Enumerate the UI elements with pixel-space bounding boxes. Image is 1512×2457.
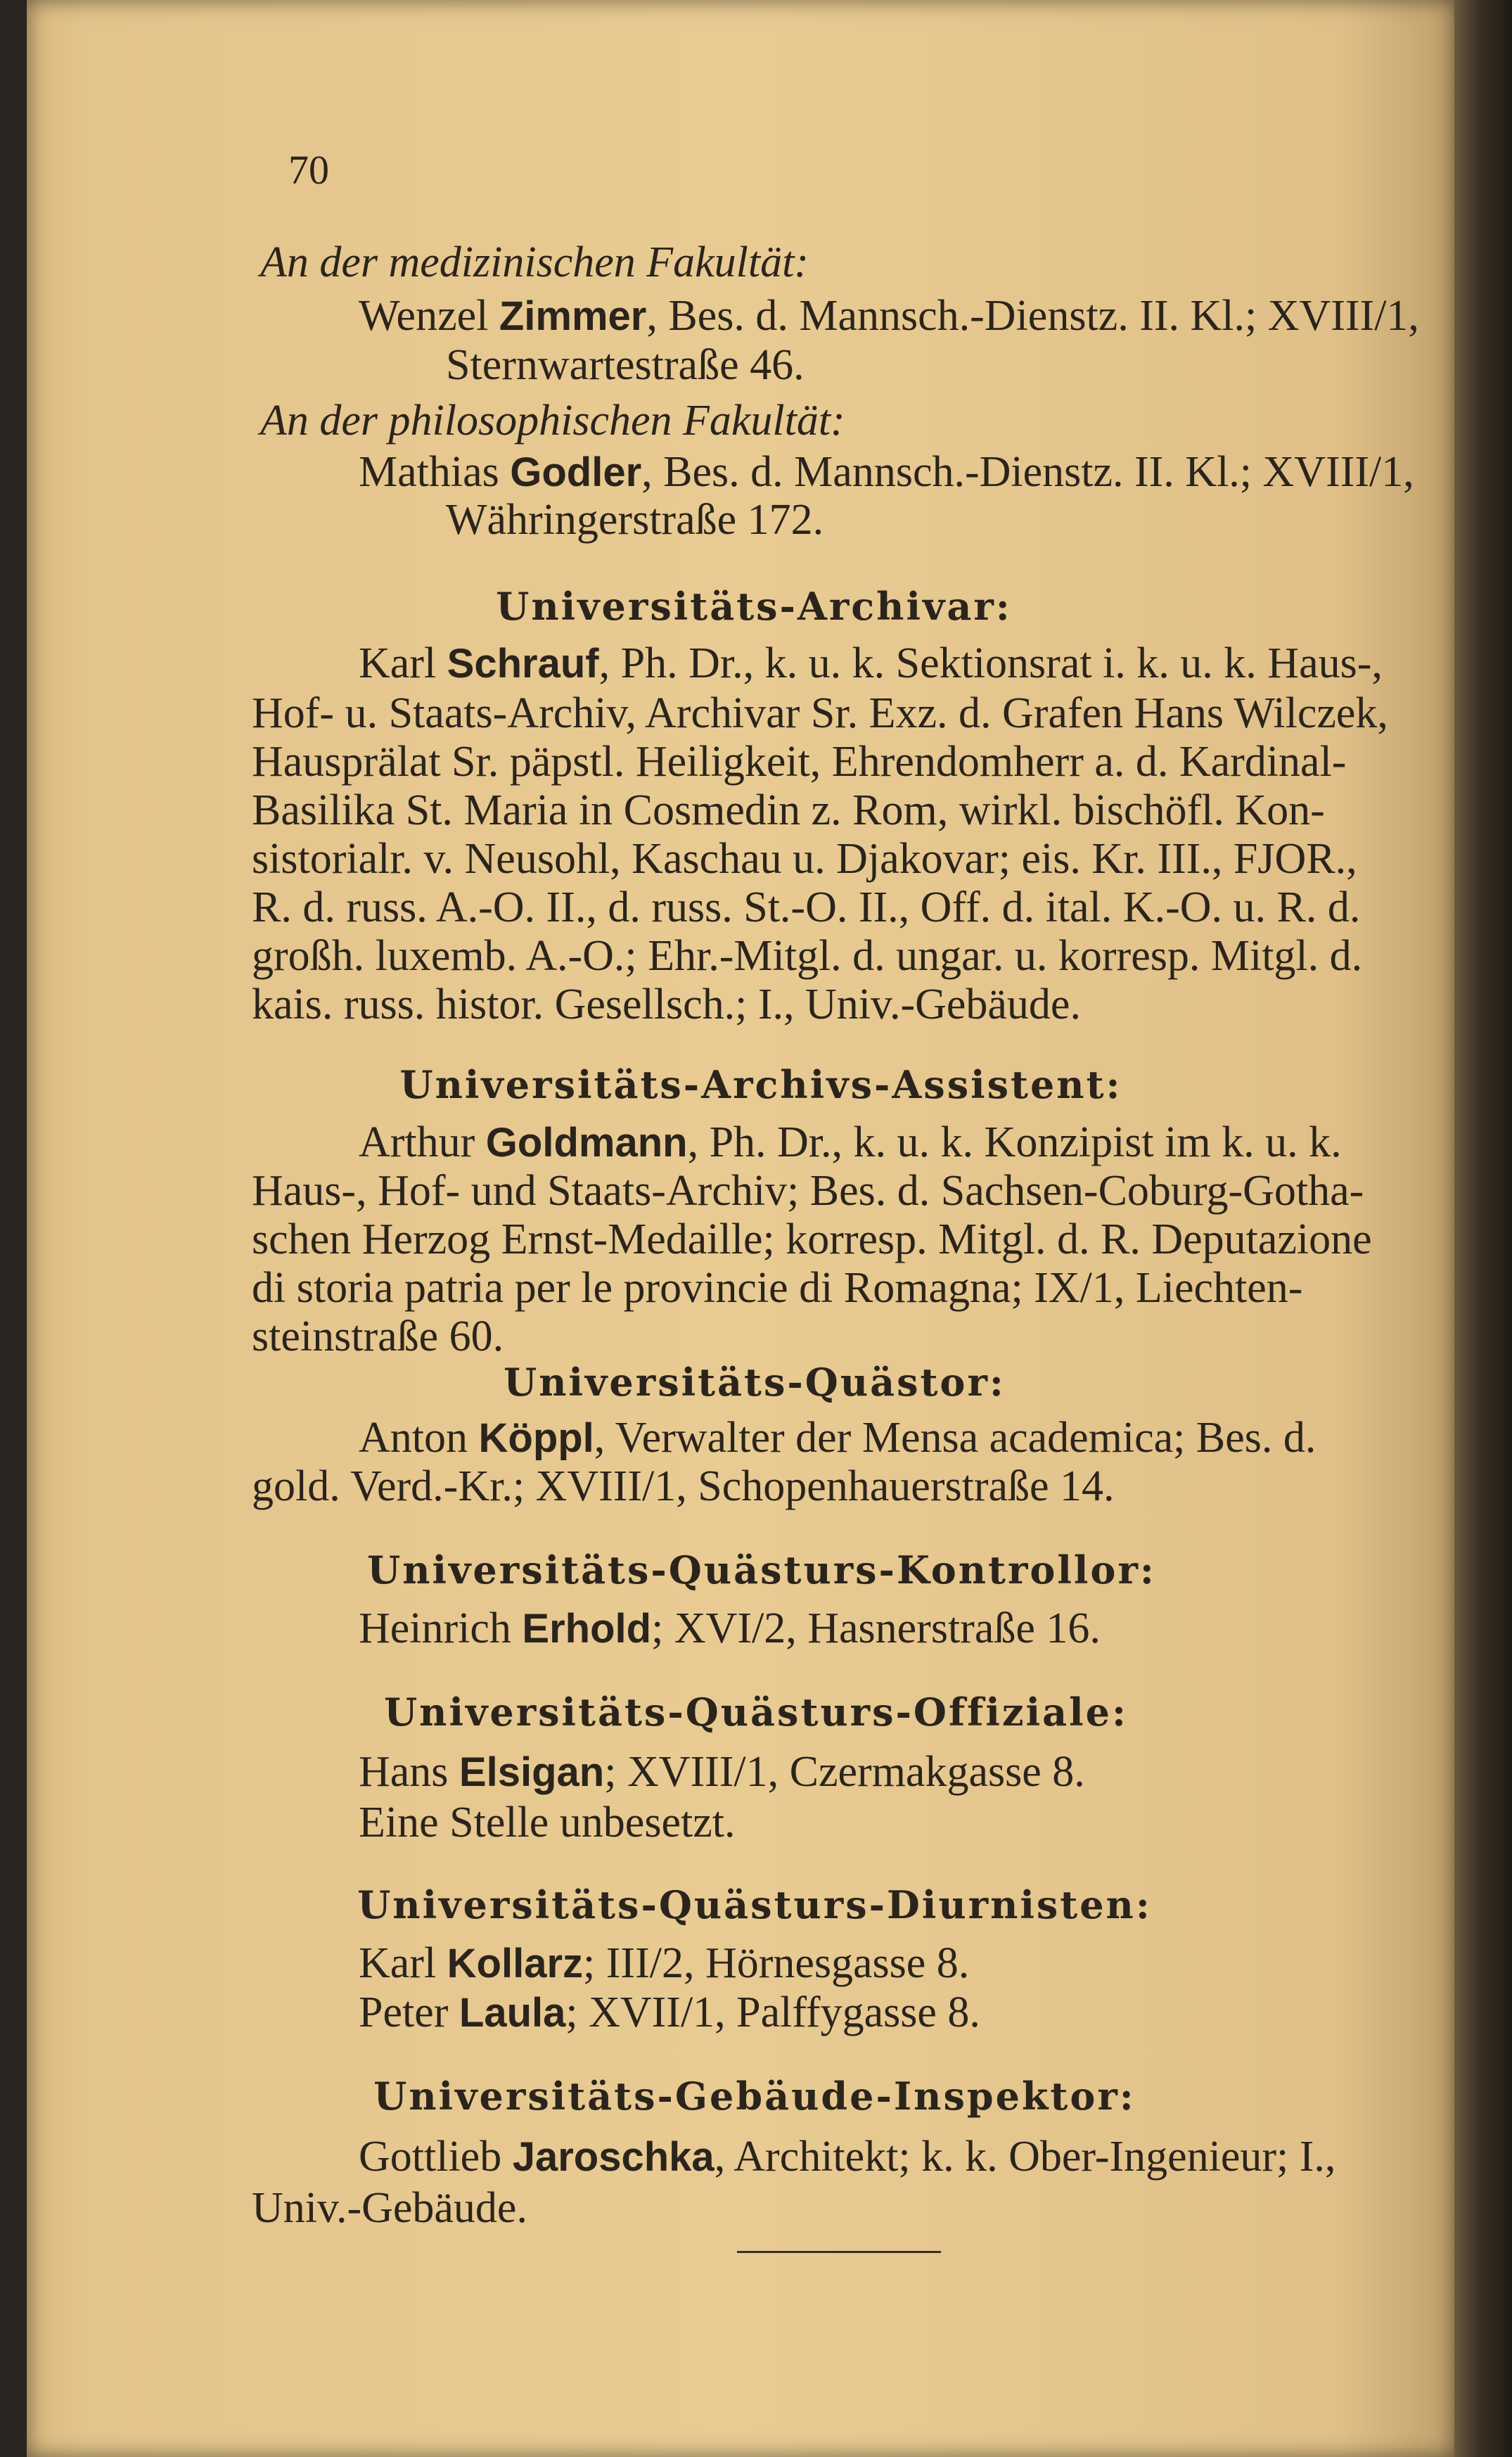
entry-text: ; XVIII/1, Czermakgasse 8. — [604, 1748, 1085, 1796]
surname: Laula — [459, 1990, 566, 2036]
inspektor-line-2: Univ.-Gebäude. — [252, 2184, 527, 2232]
assistent-heading: Universitäts-Archivs-Assistent: — [399, 1062, 1122, 1107]
diurnisten-heading: Universitäts-Quästurs-Diurnisten: — [357, 1882, 1152, 1927]
diurnisten-line-2 — [359, 1991, 980, 2034]
archivar-line-5: sistorialr. v. Neusohl, Kaschau u. Djakovar; eis. Kr. III., FJOR., — [252, 835, 1357, 883]
archivar-heading: Universitäts-Archivar: — [496, 584, 1012, 629]
offiziale-line-1 — [359, 1750, 1085, 1794]
first-name: Karl — [359, 1939, 437, 1987]
archivar-line-6: R. d. russ. A.-O. II., d. russ. St.-O. II., Off. d. ital. K.-O. u. R. d. — [252, 883, 1361, 931]
entry-text: , Ph. Dr., k. u. k. Sektionsrat i. k. u. k. Haus-, — [598, 639, 1383, 687]
surname: Zimmer — [499, 293, 647, 339]
assistent-line-1 — [359, 1118, 1342, 1166]
philosophical-entry-line-1 — [359, 450, 1414, 494]
medical-faculty-heading: An der medizinischen Fakultät: — [260, 238, 809, 286]
entry-text: , Bes. d. Mannsch.-Dienstz. II. Kl.; XVIII/1, — [641, 448, 1414, 496]
philosophical-entry-line-2: Währingerstraße 172. — [446, 496, 824, 544]
offiziale-heading: Universitäts-Quästurs-Offiziale: — [384, 1690, 1128, 1735]
assistent-line-3: schen Herzog Ernst-Medaille; korresp. Mitgl. d. R. Deputazione — [252, 1215, 1372, 1263]
surname: Godler — [510, 449, 642, 495]
first-name: Gottlieb — [359, 2133, 502, 2181]
quaestor-line-2: gold. Verd.-Kr.; XVIII/1, Schopenhauerstraße 14. — [252, 1462, 1115, 1510]
first-name: Anton — [359, 1414, 468, 1462]
surname: Kollarz — [447, 1941, 584, 1986]
archivar-line-8: kais. russ. histor. Gesellsch.; I., Univ.-Gebäude. — [252, 981, 1081, 1028]
archivar-line-3: Hausprälat Sr. päpstl. Heiligkeit, Ehrendomherr a. d. Kardinal- — [252, 738, 1347, 786]
surname: Goldmann — [485, 1120, 688, 1166]
assistent-line-5: steinstraße 60. — [252, 1313, 504, 1360]
entry-text: , Ph. Dr., k. u. k. Konzipist im k. u. k. — [687, 1118, 1342, 1166]
first-name: Heinrich — [359, 1604, 511, 1652]
entry-text: , Architekt; k. k. Ober-Ingenieur; I., — [714, 2133, 1336, 2181]
book-page — [27, 0, 1454, 2457]
entry-text: ; XVI/2, Hasnerstraße 16. — [651, 1604, 1101, 1652]
first-name: Hans — [359, 1748, 449, 1796]
medical-entry-line-2: Sternwartestraße 46. — [446, 341, 805, 389]
entry-text: , Bes. d. Mannsch.-Dienstz. II. Kl.; XVIII/1, — [646, 292, 1419, 340]
page-number: 70 — [288, 147, 329, 193]
surname: Köppl — [478, 1415, 594, 1461]
quaestor-heading: Universitäts-Quästor: — [504, 1360, 1006, 1405]
closing-rule — [737, 2251, 941, 2253]
assistent-line-4: di storia patria per le provincie di Romagna; IX/1, Liechten- — [252, 1264, 1303, 1312]
first-name: Karl — [359, 639, 437, 687]
entry-text: ; XVII/1, Palffygasse 8. — [565, 1989, 980, 2036]
surname: Erhold — [522, 1606, 652, 1652]
archivar-line-4: Basilika St. Maria in Cosmedin z. Rom, wirkl. bischöfl. Kon- — [252, 786, 1325, 834]
inspektor-line-1 — [359, 2133, 1336, 2181]
assistent-line-2: Haus-, Hof- und Staats-Archiv; Bes. d. Sachsen-Coburg-Gotha- — [252, 1167, 1364, 1215]
archivar-line-7: großh. luxemb. A.-O.; Ehr.-Mitgl. d. ungar. u. korresp. Mitgl. d. — [252, 932, 1363, 980]
first-name: Arthur — [359, 1118, 475, 1166]
first-name: Peter — [359, 1989, 449, 2036]
diurnisten-line-1 — [359, 1941, 969, 1985]
medical-entry-line-1 — [359, 292, 1419, 340]
archivar-line-2: Hof- u. Staats-Archiv, Archivar Sr. Exz. d. Grafen Hans Wilczek, — [252, 689, 1388, 737]
entry-text: ; III/2, Hörnesgasse 8. — [583, 1939, 970, 1987]
surname: Schrauf — [447, 641, 599, 687]
offiziale-line-2: Eine Stelle unbesetzt. — [359, 1799, 736, 1846]
kontrollor-heading: Universitäts-Quästurs-Kontrollor: — [367, 1547, 1156, 1593]
surname: Jaroschka — [512, 2134, 715, 2180]
surname: Elsigan — [459, 1749, 605, 1795]
first-name: Mathias — [359, 448, 499, 496]
entry-text: , Verwalter der Mensa academica; Bes. d. — [594, 1414, 1316, 1462]
archivar-line-1 — [359, 639, 1383, 687]
philosophical-faculty-heading: An der philosophischen Fakultät: — [260, 397, 845, 445]
quaestor-line-1 — [359, 1416, 1316, 1460]
first-name: Wenzel — [359, 292, 489, 340]
kontrollor-line-1 — [359, 1604, 1101, 1652]
inspektor-heading: Universitäts-Gebäude-Inspektor: — [373, 2074, 1136, 2119]
book-edge — [1454, 0, 1512, 2457]
